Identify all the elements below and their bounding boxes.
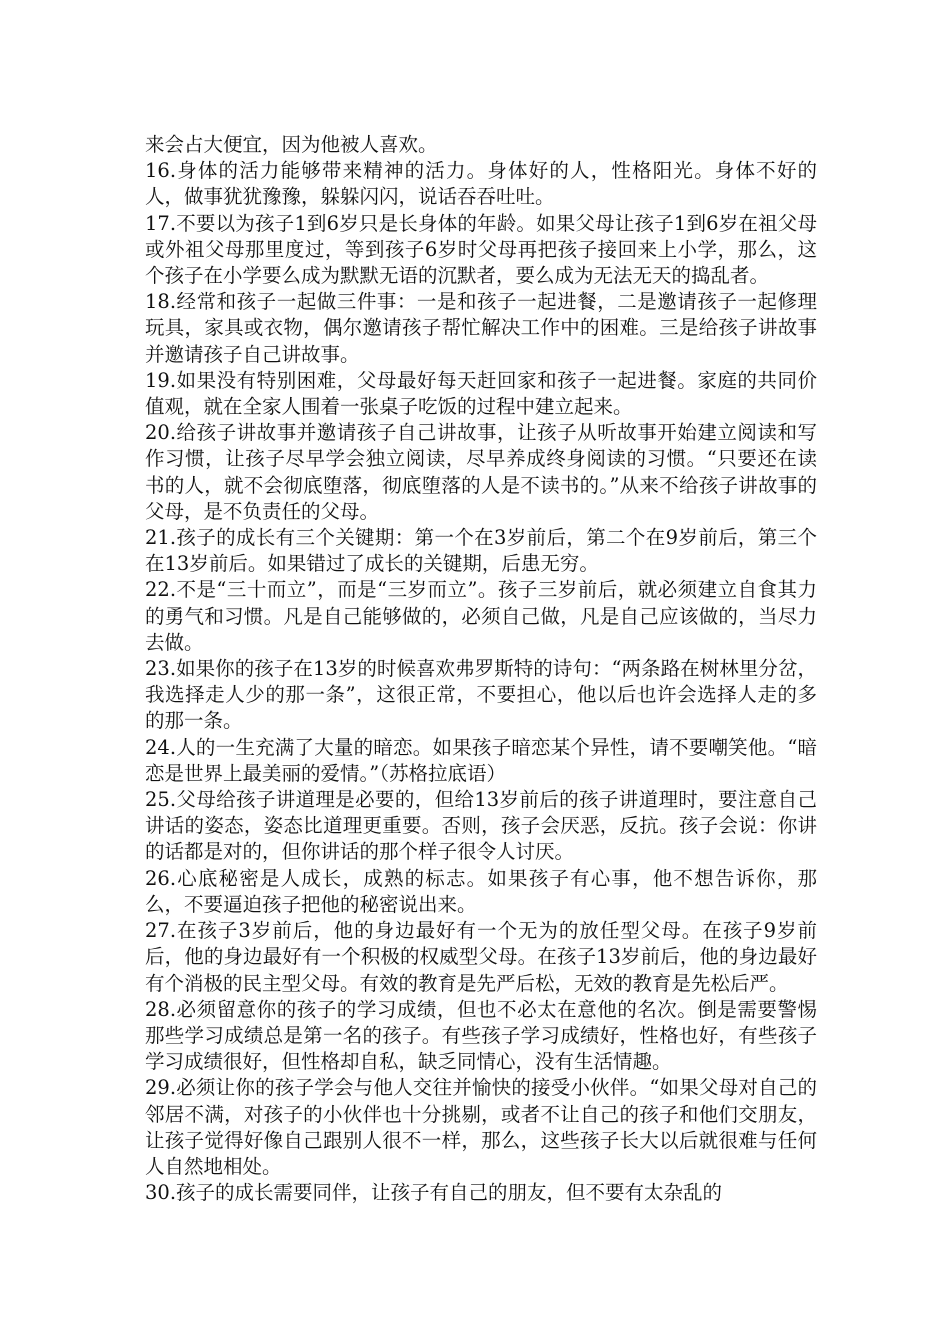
paragraph-24: 24.人的一生充满了大量的暗恋。如果孩子暗恋某个异性，请不要嘲笑他。“暗恋是世界上最美丽的爱情。”（苏格拉底语） xyxy=(145,735,817,785)
paragraph-18: 18.经常和孩子一起做三件事：一是和孩子一起进餐，二是邀请孩子一起修理玩具，家具或衣物，偶尔邀请孩子帮忙解决工作中的困难。三是给孩子讲故事并邀请孩子自己讲故事。 xyxy=(145,290,817,366)
paragraph-30: 30.孩子的成长需要同伴，让孩子有自己的朋友，但不要有太杂乱的 xyxy=(145,1181,723,1205)
paragraph-29: 29.必须让你的孩子学会与他人交往并愉快的接受小伙伴。“如果父母对自己的邻居不满，对孩子的小伙伴也十分挑剔，或者不让自己的孩子和他们交朋友，让孩子觉得好像自己跟别人很不一样，那么，这些孩子长大以后就很难与任何人自然地相处。 xyxy=(145,1076,817,1178)
paragraph-20: 20.给孩子讲故事并邀请孩子自己讲故事，让孩子从听故事开始建立阅读和写作习惯，让孩子尽早学会独立阅读，尽早养成终身阅读的习惯。“只要还在读书的人，就不会彻底堕落，彻底堕落的人是不读书的。”从来不给孩子讲故事的父母，是不负责任的父母。 xyxy=(145,421,817,523)
paragraph-22: 22.不是“三十而立”，而是“三岁而立”。孩子三岁前后，就必须建立自食其力的勇气和习惯。凡是自己能够做的，必须自己做，凡是自己应该做的，当尽力去做。 xyxy=(145,578,817,654)
paragraph-continuation: 来会占大便宜，因为他被人喜欢。 xyxy=(145,133,438,156)
paragraph-28: 28.必须留意你的孩子的学习成绩，但也不必太在意他的名次。倒是需要警惕那些学习成绩总是第一名的孩子。有些孩子学习成绩好，性格也好，有些孩子学习成绩很好，但性格却自私，缺乏同情心，没有生活情趣。 xyxy=(145,997,817,1074)
paragraph-27: 27.在孩子3岁前后，他的身边最好有一个无为的放任型父母。在孩子9岁前后，他的身边最好有一个积极的权威型父母。在孩子13岁前后，他的身边最好有个消极的民主型父母。有效的教育是先严后松，无效的教育是先松后严。 xyxy=(145,919,817,995)
document-body xyxy=(145,132,817,1206)
paragraph-26: 26.心底秘密是人成长，成熟的标志。如果孩子有心事，他不想告诉你，那么，不要逼迫孩子把他的秘密说出来。 xyxy=(145,866,817,916)
paragraph-21: 21.孩子的成长有三个关键期：第一个在3岁前后，第二个在9岁前后，第三个在13岁前后。如果错过了成长的关键期，后患无穷。 xyxy=(145,526,817,576)
paragraph-17: 17.不要以为孩子1到6岁只是长身体的年龄。如果父母让孩子1到6岁在祖父母或外祖父母那里度过，等到孩子6岁时父母再把孩子接回来上小学，那么，这个孩子在小学要么成为默默无语的沉默者，要么成为无法无天的捣乱者。 xyxy=(145,211,817,288)
paragraph-19: 19.如果没有特别困难，父母最好每天赶回家和孩子一起进餐。家庭的共同价值观，就在全家人围着一张桌子吃饭的过程中建立起来。 xyxy=(145,368,817,419)
paragraph-25: 25.父母给孩子讲道理是必要的，但给13岁前后的孩子讲道理时，要注意自己讲话的姿态，姿态比道理更重要。否则，孩子会厌恶，反抗。孩子会说：你讲的话都是对的，但你讲话的那个样子很令人讨厌。 xyxy=(145,788,817,864)
paragraph-23: 23.如果你的孩子在13岁的时候喜欢弗罗斯特的诗句：“两条路在树林里分岔，我选择走人少的那一条”，这很正常，不要担心，他以后也许会选择人走的多的那一条。 xyxy=(145,657,817,733)
paragraph-16: 16.身体的活力能够带来精神的活力。身体好的人，性格阳光。身体不好的人，做事犹犹豫豫，躲躲闪闪，说话吞吞吐吐。 xyxy=(145,159,817,209)
